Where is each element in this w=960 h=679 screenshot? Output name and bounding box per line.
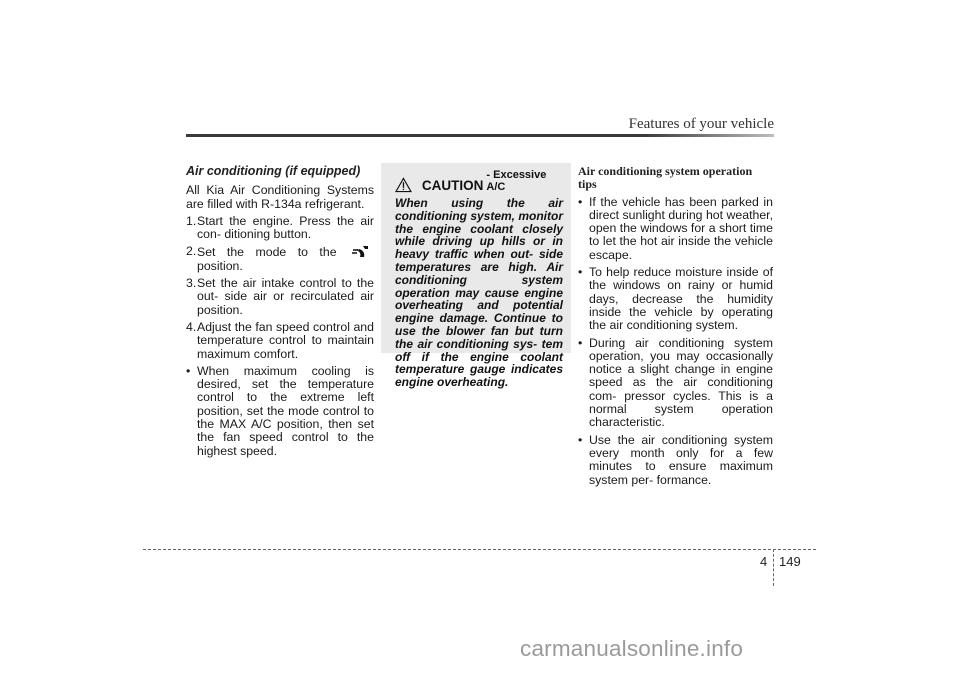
bullet-dot-icon: • <box>578 265 583 280</box>
footer-divider <box>773 549 774 586</box>
step-3 <box>186 277 374 317</box>
right-column <box>578 165 773 491</box>
step-2 <box>186 245 374 273</box>
face-vent-mode-icon <box>350 245 372 258</box>
header-rule <box>186 134 774 137</box>
footer-rule <box>143 549 816 550</box>
tip-1 <box>578 196 773 262</box>
left-column <box>186 165 374 462</box>
caution-header <box>395 171 563 193</box>
step-1 <box>186 215 374 242</box>
step-2-text-a: Set the mode to the <box>197 245 337 260</box>
bullet-dot-icon: • <box>186 363 191 378</box>
intro-paragraph: All Kia Air Conditioning Systems are filled with R-134a refrigerant. <box>186 183 374 211</box>
step-2-number: 2. <box>186 244 197 259</box>
warning-triangle-icon <box>395 177 412 193</box>
step-3-number: 3. <box>186 276 197 291</box>
tip-2 <box>578 266 773 332</box>
tip-4-text: Use the air conditioning system every month only for a few minutes to ensure maximum system per- formance. <box>589 432 773 487</box>
bullet-dot-icon: • <box>578 194 583 209</box>
caution-subtitle: - Excessive A/C <box>486 169 547 193</box>
chapter-number: 4 <box>760 554 768 569</box>
tip-4 <box>578 434 773 487</box>
tip-2-text: To help reduce moisture inside of the windows on rainy or humid days, decrease the humidity inside the vehicle by operating the air conditioning system. <box>589 265 773 333</box>
page-header-title: Features of your vehicle <box>628 116 774 132</box>
bullet-max-cooling-text: When maximum cooling is desired, set the temperature control to the extreme left position, set the mode control to the MAX A/C position, then set the fan speed control to the highest speed. <box>197 363 374 458</box>
step-4 <box>186 321 374 361</box>
bullet-max-cooling <box>186 365 374 458</box>
tip-3 <box>578 337 773 430</box>
caution-box <box>381 163 571 390</box>
step-3-text: Set the air intake control to the out- side air or recirculated air position. <box>197 276 374 317</box>
section-heading: Air conditioning (if equipped) <box>186 164 361 178</box>
bullet-dot-icon: • <box>578 432 583 447</box>
page-number: 149 <box>779 554 801 569</box>
caution-word: CAUTION <box>421 178 484 193</box>
step-2-text-b: position. <box>197 258 243 273</box>
step-1-text: Start the engine. Press the air con- ditioning button. <box>197 213 374 242</box>
step-4-number: 4. <box>186 319 197 334</box>
tip-3-text: During air conditioning system operation, you may occasionally notice a slight change in engine speed as the air conditioning com- pressor cycles. This is a normal system operation characteristic. <box>589 335 773 430</box>
tip-1-text: If the vehicle has been parked in direct sunlight during hot weather, open the windows for a short time to let the hot air inside the vehicle escape. <box>589 194 773 262</box>
step-4-text: Adjust the fan speed control and temperature control to maintain maximum comfort. <box>197 319 374 361</box>
step-1-number: 1. <box>186 213 197 228</box>
tips-heading: Air conditioning system operation tips <box>578 164 753 192</box>
bullet-dot-icon: • <box>578 335 583 350</box>
watermark-link[interactable]: carmanualsonline.info <box>520 636 744 661</box>
caution-body: When using the air conditioning system, monitor the engine coolant closely while driving up hills or in heavy traffic when out- side temperatures are high. Air conditioning system operation may cause engine overheating and potential engine damage. Continue to use the blower fan but turn the air conditioning sys- tem off if the engine coolant temperature gauge indicates engine overheating. <box>395 196 564 390</box>
